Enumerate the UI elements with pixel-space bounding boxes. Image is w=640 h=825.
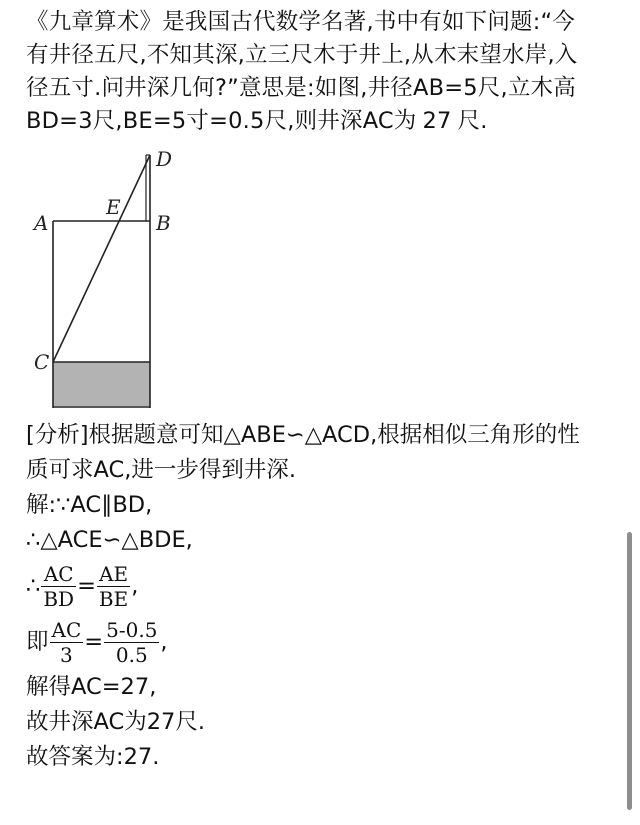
comma: , [160,629,168,655]
therefore-symbol: ∴ [26,573,41,599]
fraction-ac-3 [50,618,84,667]
problem-statement [26,6,616,138]
solution-section [26,418,626,775]
fraction-diff-denominator: 0.5 [115,643,148,667]
fraction-ac-bd-numerator: AC [41,562,76,587]
well-diagram [30,147,173,408]
solution-step-3 [26,558,626,614]
label-e: E [106,195,121,219]
problem-line-1: 《九章算术》是我国古代数学名著,书中有如下问题:“今 [26,9,576,35]
label-a: A [34,211,49,235]
equals-sign: = [77,573,96,599]
problem-line-4-text: BD=3尺,BE=5寸=0.5尺,则井深AC为 [26,108,417,134]
solution-step-1: 解:∵AC∥BD, [26,492,153,518]
problem-line-2: 有井径五尺,不知其深,立三尺木于井上,从木末望水岸,入 [26,42,578,68]
solution-step-4 [26,614,626,670]
solution-step-5: 解得AC=27, [26,674,157,700]
scrollbar-thumb[interactable] [627,532,632,810]
fraction-ae-be [97,562,130,611]
analysis-line-1: [分析]根据题意可知△ABE∽△ACD,根据相似三角形的性 [26,422,580,448]
analysis-line-2: 质可求AC,进一步得到井深. [26,457,297,483]
answer-value: 27 [422,108,452,134]
fraction-ac-bd-denominator: BD [43,587,75,611]
label-d: D [156,147,173,171]
ji-label: 即 [26,629,49,655]
problem-line-3: 径五寸.问井深几何?”意思是:如图,井径AB=5尺,立木高 [26,75,576,101]
label-b: B [156,211,171,235]
sight-line-dc [53,155,150,362]
problem-line-4 [26,105,616,138]
fraction-ae-be-numerator: AE [97,562,130,587]
fraction-ac-3-numerator: AC [51,618,82,642]
final-answer: 故答案为:27. [26,744,160,770]
water-area [53,362,150,408]
fraction-diff [104,618,159,667]
equals-sign: = [84,629,104,655]
solution-step-6: 故井深AC为27尺. [26,709,205,735]
fraction-ac-bd [41,562,76,611]
label-c: C [34,350,50,374]
fraction-diff-numerator: 5-0.5 [106,618,158,642]
comma: , [131,573,139,599]
problem-line-4-unit: 尺. [457,108,488,134]
solution-step-2: ∴△ACE∽△BDE, [26,527,193,553]
fraction-ac-3-denominator: 3 [60,643,73,667]
fraction-ae-be-denominator: BE [98,587,129,611]
